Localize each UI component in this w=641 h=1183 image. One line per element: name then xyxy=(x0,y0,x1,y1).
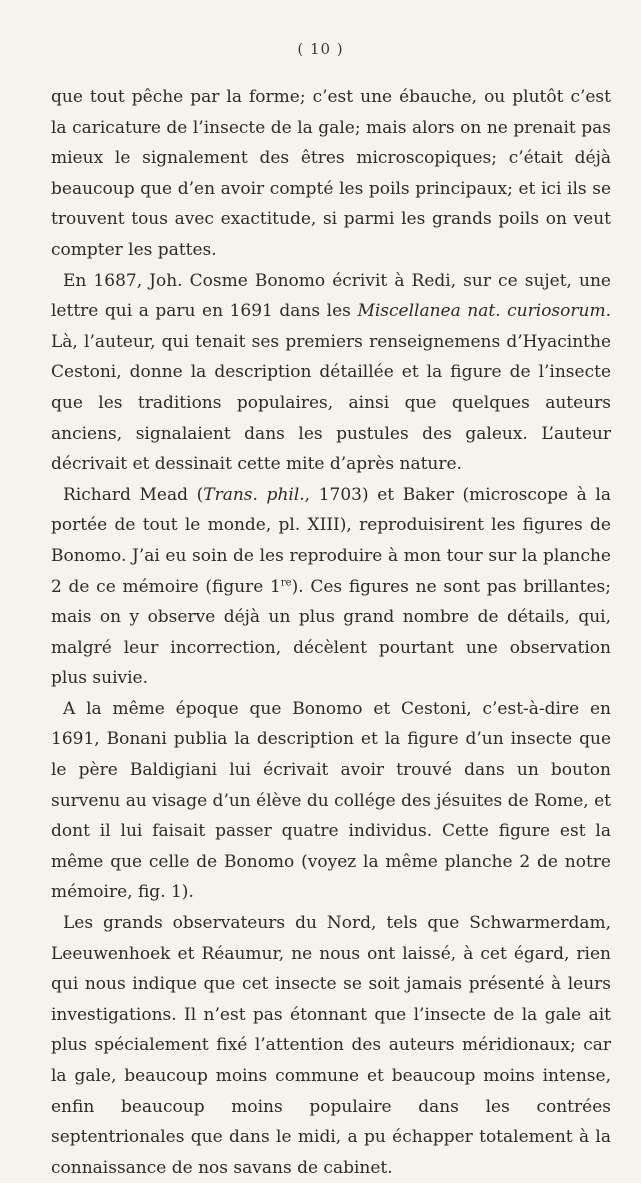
paragraph xyxy=(51,694,611,908)
text-run: A la même époque que Bonomo et Cestoni, c’est-à-dire en 1691, Bonani publia la description et la figure d’un insecte que le père Baldigiani lui écrivait avoir trouvé dans un bouton survenu au visage d’un élève du collége des jésuites de Rome, et dont il lui faisait passer quatre individus. Cette figure est la même que celle de Bonomo (voyez la même planche 2 de notre mémoire, fig. 1). xyxy=(51,698,611,903)
paragraph xyxy=(51,480,611,694)
text-run: En 1687, Joh. Cosme Bonomo écrivit à Redi, sur ce sujet, une lettre qui a paru en 1691 dans les xyxy=(51,270,611,322)
paragraph xyxy=(51,266,611,480)
text-run: , 1703) et Baker (microscope à la portée de tout le monde, pl. XIII), reproduisirent les figures de Bonomo. J’ai eu soin de les reproduire à mon tour sur la planche 2 de ce mémoire (figure 1 xyxy=(51,484,611,597)
italic-title: Miscellanea nat. curiosorum xyxy=(357,301,606,322)
text-run: Richard Mead ( xyxy=(63,484,204,505)
italic-title: Trans. phil. xyxy=(203,484,305,505)
paragraph xyxy=(51,82,611,266)
page-number: ( 10 ) xyxy=(297,40,344,58)
text-run: . Là, l’auteur, qui tenait ses premiers renseignemens d’Hyacinthe Cestoni, donne la description détaillée et la figure de l’insecte que les traditions populaires, ainsi que quelques auteurs anciens, signalaient dans les pustules des galeux. L’auteur décrivait et dessinait cette mite d’après nature. xyxy=(51,301,611,475)
text-run: Les grands observateurs du Nord, tels que Schwarmerdam, Leeuwenhoek et Réaumur, ne nous ont laissé, à cet égard, rien qui nous indique que cet insecte se soit jamais présenté à leurs investigations. Il n’est pas étonnant que l’insecte de la gale ait plus spécialement fixé l’attention des auteurs méridionaux; car la gale, beaucoup moins commune et beaucoup moins intense, enfin beaucoup moins populaire dans les contrées septentrionales que dans le midi, a pu échapper totalement à la connaissance de nos savans de cabinet. xyxy=(51,913,611,1178)
superscript-text: re xyxy=(280,576,292,588)
body-text xyxy=(51,82,611,1183)
text-run: que tout pêche par la forme; c’est une ébauche, ou plutôt c’est la caricature de l’insecte de la gale; mais alors on ne prenait pas mieux le signalement des êtres microscopiques; c’était déjà beaucoup que d’en avoir compté les poils principaux; et ici ils se trouvent tous avec exactitude, si parmi les grands poils on veut compter les pattes. xyxy=(51,87,611,260)
paragraph xyxy=(51,908,611,1183)
text-run: ). Ces figures ne sont pas brillantes; mais on y observe déjà un plus grand nombre de détails, qui, malgré leur incorrection, décèlent pourtant une observation plus suivie. xyxy=(51,576,611,689)
